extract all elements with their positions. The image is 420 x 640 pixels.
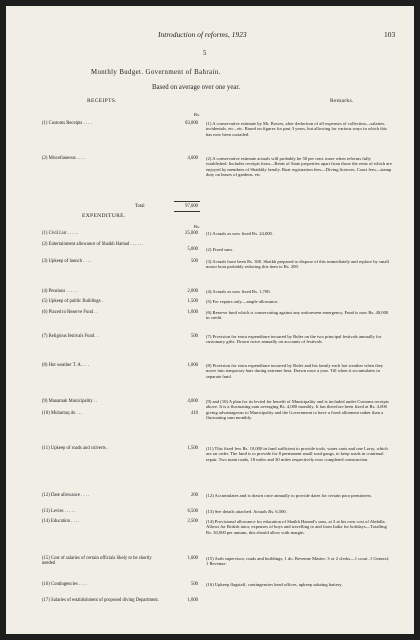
- total-label: Total: [135, 204, 145, 209]
- section-number: 5: [203, 50, 207, 57]
- expenditure-remark: (2) Fixed sum.: [206, 247, 233, 252]
- expenditure-label: (7) Religious festivals Fund . .: [42, 334, 99, 339]
- rs-label: Rs.: [194, 224, 201, 229]
- expenditure-amount: 1,000: [187, 598, 198, 603]
- document-page: [6, 6, 414, 634]
- expenditure-label: (11) Upkeep of roads and culverts .: [42, 446, 109, 451]
- expenditure-remark: (13) See details attached. Actuals Rs. 6,500.: [206, 509, 287, 514]
- expenditure-amount: 25,000: [185, 231, 198, 236]
- expenditure-label: (9) Manamah Municipality . .: [42, 399, 98, 404]
- receipts-heading: RECEIPTS.: [87, 98, 117, 104]
- expenditure-label: (5) Upkeep of public Buildings .: [42, 299, 103, 304]
- running-title: Introduction of reforms, 1923: [158, 30, 247, 39]
- expenditure-remark: (8) Provision for extra expenditure incurred by Ruler and his family each hot weather when they move into temporary huts during extreme heat. Drawn once a year. Till when it accumulates in separate fund.: [206, 363, 384, 379]
- expenditure-label: (14) Education . . . .: [42, 519, 80, 524]
- expenditure-amount: 4,000: [187, 399, 198, 404]
- expenditure-amount: 2,000: [187, 289, 198, 294]
- expenditure-label: (6) Placed to Reserve Fund . .: [42, 310, 98, 315]
- expenditure-amount: 500: [190, 582, 198, 587]
- expenditure-amount: 1,500: [187, 446, 198, 451]
- expenditure-remark: (6) Reserve fund which is conservating against any unforeseen emergency. Fund is now Rs. 48,000 in credit.: [206, 310, 389, 321]
- expenditure-label: (16) Contingencies . . . .: [42, 582, 88, 587]
- receipt-label: (2) Miscellaneous . . . .: [42, 156, 86, 161]
- receipt-remark: (1) A conservative estimate by Mr. Bowes, after deduction of all expenses of collection—salaries, incidentals, etc., etc. Based on figures for past 3 years, but allowing for various ways in which this has now been curtailed.: [206, 121, 387, 137]
- receipt-remark: (2) A conservative estimate actuals will probably be 50 per cent. more when reforms fully established. Includes receipts from—Rents of State properties apart from those the rents of which are enjoyed by members of Shaikhly family. Boat registration fees—Diving licences, Court fees—stamp duty on leases of gardens, etc.: [206, 156, 392, 177]
- total-value: 97,000: [185, 204, 198, 209]
- expenditure-label: (17) Salaries of establishment of proposed diving Department.: [42, 598, 159, 603]
- expenditure-amount: 1,500: [187, 299, 198, 304]
- expenditure-remark: (5) For repairs only—ample allowance.: [206, 299, 279, 304]
- expenditure-remark: (15) Arab supervisor, roads and buildings; 1 do. Revenue Master; 3 or 2 clerks—1 court, 1 General, 1 Revenue.: [206, 556, 390, 567]
- receipt-label: (1) Customs Receipts . . . .: [42, 121, 92, 126]
- receipt-amount: 4,000: [187, 156, 198, 161]
- expenditure-label: (15) Cost of salaries of certain officials likely to be shortly needed: [42, 556, 152, 567]
- receipt-amount: 83,000: [185, 121, 198, 126]
- expenditure-label: (13) Levies . . . . .: [42, 509, 76, 514]
- expenditure-label: (1) Civil List . . . . .: [42, 231, 79, 236]
- expenditure-amount: 2,500: [187, 519, 198, 524]
- expenditure-label: (12) Date allowance . . . .: [42, 493, 90, 498]
- expenditure-amount: 410: [190, 411, 198, 416]
- expenditure-amount: 200: [190, 493, 198, 498]
- expenditure-amount: 1,000: [187, 310, 198, 315]
- expenditure-label: (2) Entertainment allowance of Shaikh Hamad . . . . . .: [42, 242, 144, 247]
- expenditure-amount: 500: [190, 334, 198, 339]
- expenditure-label: (3) Upkeep of launch . . . .: [42, 259, 92, 264]
- expenditure-amount: 6,500: [187, 509, 198, 514]
- expenditure-amount: 5,000: [187, 247, 198, 252]
- expenditure-remark: (16) Upkeep flagstaff, contingencies head offices, upkeep saluting battery.: [206, 582, 343, 587]
- expenditure-remark: (11) This fixed few Rs. 10,000 in fund sufficient to provide tools, water carts and one Lorry, which are on order. The fund is to provide for 8 permanent small road gangs, to keep roads in continual repair. Two main roads, 18 miles and 30 miles respectively now completed construction.: [206, 446, 388, 462]
- expenditure-remark: (9) and (10) A plan for its levied for benefit of Municipality and is included under Customs receipts above. It is a fluctuating sum averaging Rs. 4,000 monthly. It has therefore been fixed at Rs. 4,000 giving advantageous to Municipality and the Government to have a fixed allotment rather than a fluctuating sum monthly.: [206, 399, 389, 420]
- expenditure-label: (8) Hot weather T. A. . . .: [42, 363, 89, 368]
- expenditure-remark: (4) Actuals as now fixed Rs. 1,700.: [206, 289, 271, 294]
- total-rule-bottom: [174, 211, 200, 212]
- expenditure-remark: (3) Actuals have been Rs. 300. Shaikh prepared to dispose of this immediately and replace by small motor boat probably reducing this item to Rs. 200.: [206, 259, 389, 270]
- page-number: 103: [384, 30, 396, 39]
- document-title: Monthly Budget. Government of Bahrain.: [91, 69, 221, 76]
- expenditure-heading: EXPENDITURE.: [82, 213, 126, 219]
- expenditure-label: (10) Muharraq do . . .: [42, 411, 83, 416]
- document-subtitle: Based on average over one year.: [152, 84, 240, 91]
- expenditure-amount: 1,000: [187, 556, 198, 561]
- expenditure-remark: (14) Provisional allowance for education of Shaikh Hamad's sons, at 3 at his own cost of Abdulla. Allows for British tutor, expenses of boys and travelling to and from India for holidays—Totalling Rs. 30,000 per annum, this should allow with margin.: [206, 519, 387, 535]
- remarks-heading: Remarks.: [330, 98, 354, 104]
- expenditure-amount: 500: [190, 259, 198, 264]
- rs-label: Rs.: [194, 112, 201, 117]
- expenditure-remark: (12) Accumulates and is drawn once annually to provide dates for certain poor pensioners.: [206, 493, 373, 498]
- total-rule-top: [174, 201, 200, 202]
- expenditure-remark: (7) Provision for extra expenditure incurred by Ruler on the two principal festivals annually for customary gifts. Drawn twice annually on accounts of festivals.: [206, 334, 382, 345]
- expenditure-remark: (1) Actuals as now fixed Rs. 24,000.: [206, 231, 273, 236]
- expenditure-amount: 1,000: [187, 363, 198, 368]
- expenditure-label: (4) Pensions . . . . .: [42, 289, 78, 294]
